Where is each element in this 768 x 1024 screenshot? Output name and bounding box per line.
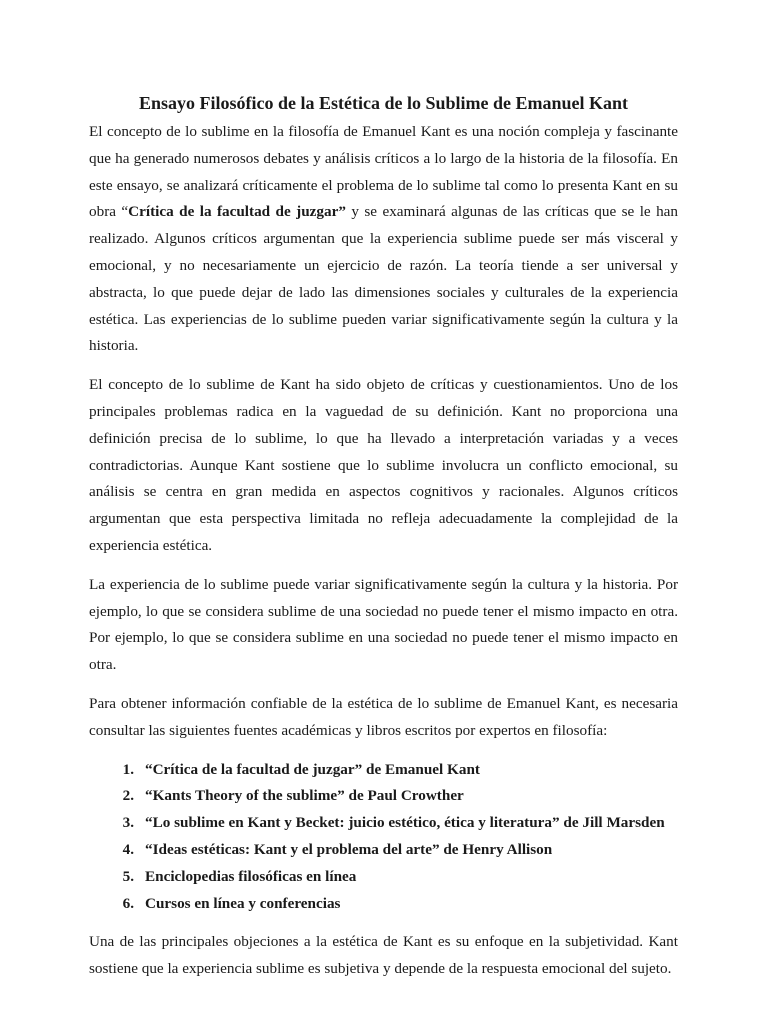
closing-paragraph: Una de las principales objeciones a la estética de Kant es su enfoque en la subjetividad. Kant sostiene que la experiencia sublime es subjetiva y depende de la respuesta emocional del sujeto.	[89, 933, 678, 978]
list-item-text: Cursos en línea y conferencias	[145, 894, 341, 912]
culture-paragraph: La experiencia de lo sublime puede variar significativamente según la cultura y la historia. Por ejemplo, lo que se considera sublime de una sociedad no puede tener el mismo impacto en otra. Por ejemplo, lo que se considera sublime en una sociedad no puede tener el mismo impacto en otra.	[89, 575, 678, 674]
list-item	[89, 810, 678, 837]
intro-text-part2: y se examinará algunas de las críticas que se le han realizado. Algunos críticos argumentan que la experiencia sublime puede ser más visceral y emocional, y no necesariamente un ejercicio de razón. La teoría tiende a ser universal y abstracta, lo que puede dejar de lado las dimensiones sociales y culturales de la experiencia estética. Las experiencias de lo sublime pueden variar significativamente según la cultura y la historia.	[89, 203, 679, 355]
list-item-number: 2.	[122, 787, 134, 805]
intro-paragraph	[89, 119, 678, 360]
list-item-number: 4.	[122, 840, 134, 858]
list-item-text: “Ideas estéticas: Kant y el problema del arte” de Henry Allison	[145, 840, 553, 858]
list-item-number: 5.	[122, 867, 134, 885]
list-item	[89, 757, 678, 784]
list-item-number: 6.	[122, 894, 134, 912]
list-item	[89, 783, 678, 810]
essay-title: Ensayo Filosófico de la Estética de lo Sublime de Emanuel Kant	[138, 93, 629, 113]
list-item-text: “Crítica de la facultad de juzgar” de Emanuel Kant	[145, 760, 480, 778]
critique-paragraph: El concepto de lo sublime de Kant ha sido objeto de críticas y cuestionamientos. Uno de los principales problemas radica en la vaguedad de su definición. Kant no proporciona una definición precisa de lo sublime, lo que ha llevado a interpretación variadas y a veces contradictorias. Aunque Kant sostiene que lo sublime involucra un conflicto emocional, su análisis se centra en gran medida en aspectos cognitivos y racionales. Algunos críticos argumentan que esta perspectiva limitada no refleja adecuadamente la complejidad de la experiencia estética.	[89, 376, 678, 554]
list-item-text: Enciclopedias filosóficas en línea	[145, 867, 357, 885]
list-item	[89, 891, 678, 918]
intro-text-part1: El concepto de lo sublime en la filosofía de Emanuel Kant es una noción compleja y fascinante que ha generado numerosos debates y análisis críticos a lo largo de la historia de la filosofía. En este ensayo, se analizará críticamente el problema de lo sublime tal como lo presenta Kant en su obra “	[89, 123, 678, 221]
list-item	[89, 864, 678, 891]
sources-intro-paragraph: Para obtener información confiable de la estética de lo sublime de Emanuel Kant, es necesaria consultar las siguientes fuentes académicas y libros escritos por expertos en filosofía:	[89, 694, 678, 739]
sources-list	[89, 757, 678, 918]
list-item	[89, 837, 678, 864]
list-item-text: “Lo sublime en Kant y Becket: juicio estético, ética y literatura” de Jill Marsden	[145, 814, 665, 832]
list-item-number: 3.	[122, 814, 134, 832]
list-item-number: 1.	[122, 760, 134, 778]
list-item-text: “Kants Theory of the sublime” de Paul Crowther	[145, 787, 464, 805]
work-title-bold: Crítica de la facultad de juzgar”	[128, 203, 346, 221]
